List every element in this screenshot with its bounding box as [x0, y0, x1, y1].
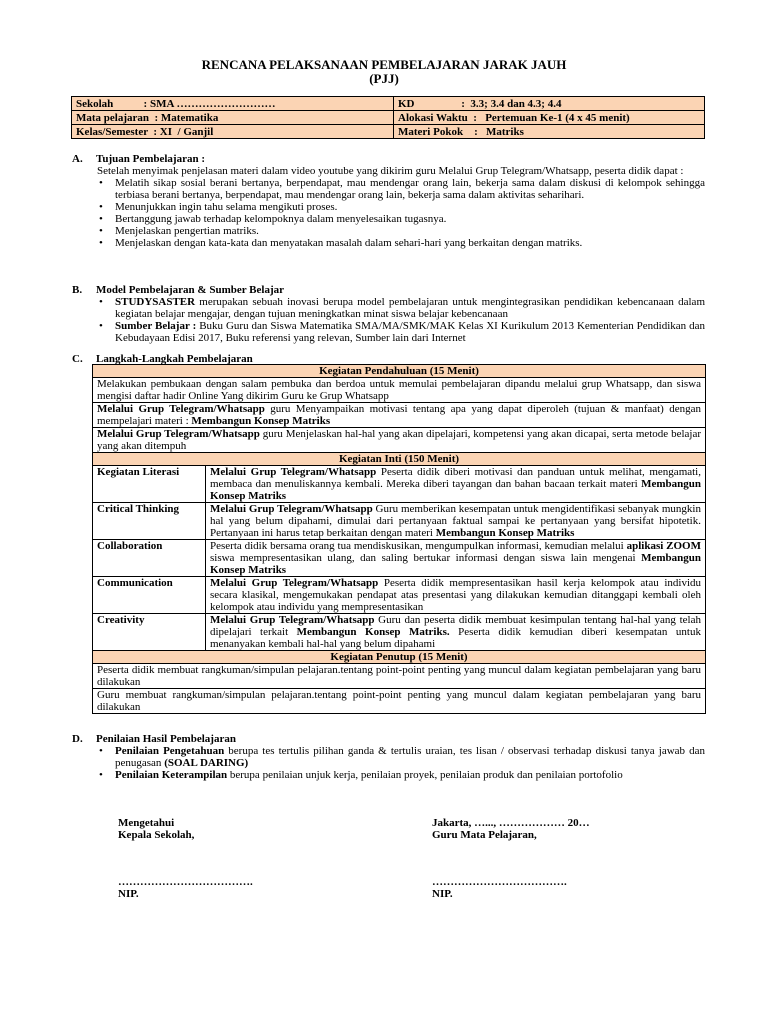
activity-desc	[206, 577, 706, 614]
activity-topic: Membangun Konsep Matriks	[210, 552, 701, 576]
list-item: • Menjelaskan pengertian matriks.	[97, 225, 705, 237]
table-row	[93, 577, 706, 614]
assessment-list	[97, 745, 705, 781]
activity-desc	[206, 540, 706, 577]
signature-left-line1: Mengetahui	[118, 817, 175, 829]
identity-cell-school: Sekolah : SMA ………………………	[72, 97, 394, 111]
list-item: • Menunjukkan ingin tahu selama mengikuti proses.	[97, 201, 705, 213]
model-list	[97, 296, 705, 344]
intro-tail-bold: Membangun Konsep Matriks	[191, 415, 331, 427]
table-row	[93, 403, 706, 428]
section-title: Langkah-Langkah Pembelajaran	[96, 353, 253, 365]
signature-left-line2: Kepala Sekolah,	[118, 829, 195, 841]
activity-desc	[206, 503, 706, 540]
intro-bold: Melalui Grup Telegram/Whatsapp	[97, 403, 265, 415]
section-d-body	[97, 745, 705, 781]
identity-row	[72, 125, 705, 139]
activity-topic: Membangun Konsep Matriks	[435, 527, 575, 539]
document-subtitle: (PJJ)	[369, 71, 399, 86]
section-title: Tujuan Pembelajaran :	[96, 153, 205, 165]
activity-desc	[206, 466, 706, 503]
signature-left-name	[118, 876, 253, 900]
section-b-heading	[72, 284, 284, 296]
table-row	[93, 378, 706, 403]
activity-bold: Melalui Grup Telegram/Whatsapp	[210, 577, 379, 589]
signature-right-name	[432, 876, 567, 900]
intro-text: guru Menjelaskan hal-hal yang akan dipelajari, kompetensi yang akan dicapai, serta metode belajar yang akan ditempuh	[97, 428, 701, 452]
identity-cell-subject: Mata pelajaran : Matematika	[72, 111, 394, 125]
intro-row	[93, 428, 706, 453]
table-row	[93, 664, 706, 689]
activity-text: Peserta didik kemudian diberi kesempatan untuk menanyakan kembali hal-hal yang belum dipahami	[210, 626, 701, 650]
section-b-body	[97, 296, 705, 344]
activity-bold: Melalui Grup Telegram/Whatsapp	[210, 614, 375, 626]
list-item: • Melatih sikap sosial berani bertanya, berpendapat, mau mendengar orang lain, bekerja sama dalam diskusi di kelompok sehingga terbiasa berani bertanya, berpendapat, mau mendengar orang lain, bekerja sama dalam aktivitas seharihari.	[97, 177, 705, 201]
identity-cell-time: Alokasi Waktu : Pertemuan Ke-1 (4 x 45 menit)	[394, 111, 705, 125]
list-item	[97, 745, 705, 769]
activity-label: Collaboration	[93, 540, 206, 577]
learning-steps-table	[92, 364, 706, 714]
signature-left-nip: NIP.	[118, 888, 139, 900]
intro-row	[93, 378, 706, 403]
intro-row	[93, 403, 706, 428]
assessment-label: Penilaian Keterampilan	[115, 769, 228, 781]
table-row	[93, 614, 706, 651]
activity-text: Peserta didik bersama orang tua mendiskusikan, mengumpulkan informasi, kemudian melalui	[210, 540, 627, 552]
activity-bold: Melalui Grup Telegram/Whatsapp	[210, 466, 377, 478]
section-d-heading	[72, 733, 236, 745]
assessment-text: berupa tes tertulis pilihan ganda & tertulis uraian, tes lisan / observasi terhadap diskusi tanya jawab dan penugasan	[115, 745, 705, 769]
list-item	[97, 769, 705, 781]
identity-table	[71, 96, 705, 139]
activity-topic: Membangun Konsep Matriks.	[296, 626, 450, 638]
section-letter: A.	[72, 153, 83, 165]
activity-app: aplikasi ZOOM	[626, 540, 701, 552]
signature-right-nip: NIP.	[432, 888, 453, 900]
activity-text: Guru memberikan kesempatan untuk mengidentifikasi sebanyak mungkin hal yang belum dipahami, dimulai dari pertanyaan faktual sampai ke pertanyaan yang bersifat hipotetik. Pertanyaan ini harus tetap berkaitan dengan materi	[210, 503, 701, 539]
identity-cell-kd: KD : 3.3; 3.4 dan 4.3; 4.4	[394, 97, 705, 111]
core-band: Kegiatan Inti (150 Menit)	[93, 453, 706, 466]
list-item	[97, 320, 705, 344]
closing-row: Peserta didik membuat rangkuman/simpulan pelajaran.tentang point-point penting yang muncul dalam kegiatan pembelajaran yang baru dilakukan	[93, 664, 706, 689]
intro-text: Melakukan pembukaan dengan salam pembuka dan berdoa untuk memulai pembelajaran dipandu melalui grup Whatsapp, dan siswa mengisi daftar hadir Online Yang dikirim Guru ke Grup Whatsapp	[97, 378, 701, 402]
table-row	[93, 466, 706, 503]
activity-text: siswa mempresentasikan ulang, dan saling bertukar informasi dengan siswa lain mengenai	[210, 552, 642, 564]
section-a-intro: Setelah menyimak penjelasan materi dalam video youtube yang dikirim guru Melalui Grup Telegram/Whatsapp, peserta didik dapat :	[97, 165, 684, 177]
activity-desc	[206, 614, 706, 651]
activity-label: Critical Thinking	[93, 503, 206, 540]
signature-right	[432, 817, 590, 841]
section-title: Penilaian Hasil Pembelajaran	[96, 733, 236, 745]
section-title: Model Pembelajaran & Sumber Belajar	[96, 284, 284, 296]
list-item: • Menjelaskan dengan kata-kata dan menyatakan masalah dalam sehari-hari yang berkaitan dengan matriks.	[97, 237, 705, 249]
identity-cell-topic: Materi Pokok : Matriks	[394, 125, 705, 139]
activity-label: Creativity	[93, 614, 206, 651]
identity-row	[72, 97, 705, 111]
model-name: STUDYSASTER	[115, 296, 196, 308]
closing-row: Guru membuat rangkuman/simpulan pelajaran.tentang point-point penting yang muncul dalam kegiatan pembelajaran yang baru dilakukan	[93, 689, 706, 714]
model-description: merupakan sebuah inovasi berupa model pembelajaran untuk mengintegrasikan pendidikan kebencanaan dalam kegiatan belajar mengajar, dengan tujuan meningkatkan minat siswa belajar kebencanaan	[115, 296, 705, 320]
section-a-heading	[72, 153, 205, 165]
activity-topic: Membangun Konsep Matriks	[210, 478, 701, 502]
signature-right-line1: Jakarta, …..., ……………… 20…	[432, 817, 590, 829]
activity-text: Peserta didik diberi motivasi dan panduan untuk melihat, mengamati, membaca dan menuliskannya kembali. Mereka diberi tayangan dan bahan bacaan terkait materi	[210, 466, 701, 490]
assessment-tag: (SOAL DARING)	[164, 757, 249, 769]
signature-right-line2: Guru Mata Pelajaran,	[432, 829, 537, 841]
activity-label: Communication	[93, 577, 206, 614]
table-row	[93, 689, 706, 714]
source-label: Sumber Belajar :	[115, 320, 197, 332]
intro-text: guru Menyampaikan motivasi tentang apa yang dapat diperoleh (tujuan & manfaat) dengan mempelajari materi :	[97, 403, 701, 427]
closing-band: Kegiatan Penutup (15 Menit)	[93, 651, 706, 664]
activity-label: Kegiatan Literasi	[93, 466, 206, 503]
assessment-label: Penilaian Pengetahuan	[115, 745, 225, 757]
table-row	[93, 540, 706, 577]
table-row	[93, 428, 706, 453]
table-row	[93, 503, 706, 540]
list-item: • Bertanggung jawab terhadap kelompoknya dalam menyelesaikan tugasnya.	[97, 213, 705, 225]
section-letter: B.	[72, 284, 83, 296]
assessment-text: berupa penilaian unjuk kerja, penilaian proyek, penilaian produk dan penilaian portofolio	[227, 769, 623, 781]
activity-text: Peserta didik mempresentasikan hasil kerja kelompok atau individu secara klasikal, mengemukakan pendapat atas presentasi yang dilakukan kemudian ditanggapi kembali oleh kelompok atau individu yang mempresentasikan	[210, 577, 701, 613]
intro-bold: Melalui Grup Telegram/Whatsapp	[97, 428, 260, 440]
section-letter: C.	[72, 353, 83, 365]
list-item	[97, 296, 705, 320]
section-letter: D.	[72, 733, 83, 745]
identity-row	[72, 111, 705, 125]
objective-list	[97, 177, 705, 249]
activity-text: Guru dan peserta didik membuat kesimpulan tentang hal-hal yang telah dipelajari terkait	[210, 614, 701, 638]
section-a-body	[97, 165, 705, 249]
activity-bold: Melalui Grup Telegram/Whatsapp	[210, 503, 373, 515]
source-description: Buku Guru dan Siswa Matematika SMA/MA/SMK/MAK Kelas XI Kurikulum 2013 Kementerian Pendidikan dan Kebudayaan Edisi 2017, Buku referensi yang relevan, Sumber lain dari Internet	[115, 320, 706, 344]
identity-cell-class: Kelas/Semester : XI / Ganjil	[72, 125, 394, 139]
signature-left	[118, 817, 194, 841]
document-title: RENCANA PELAKSANAAN PEMBELAJARAN JARAK JAUH	[201, 57, 567, 72]
signature-left-dots: ……………………………….	[118, 876, 253, 888]
intro-band: Kegiatan Pendahuluan (15 Menit)	[93, 365, 706, 378]
signature-right-dots: ……………………………….	[432, 876, 567, 888]
